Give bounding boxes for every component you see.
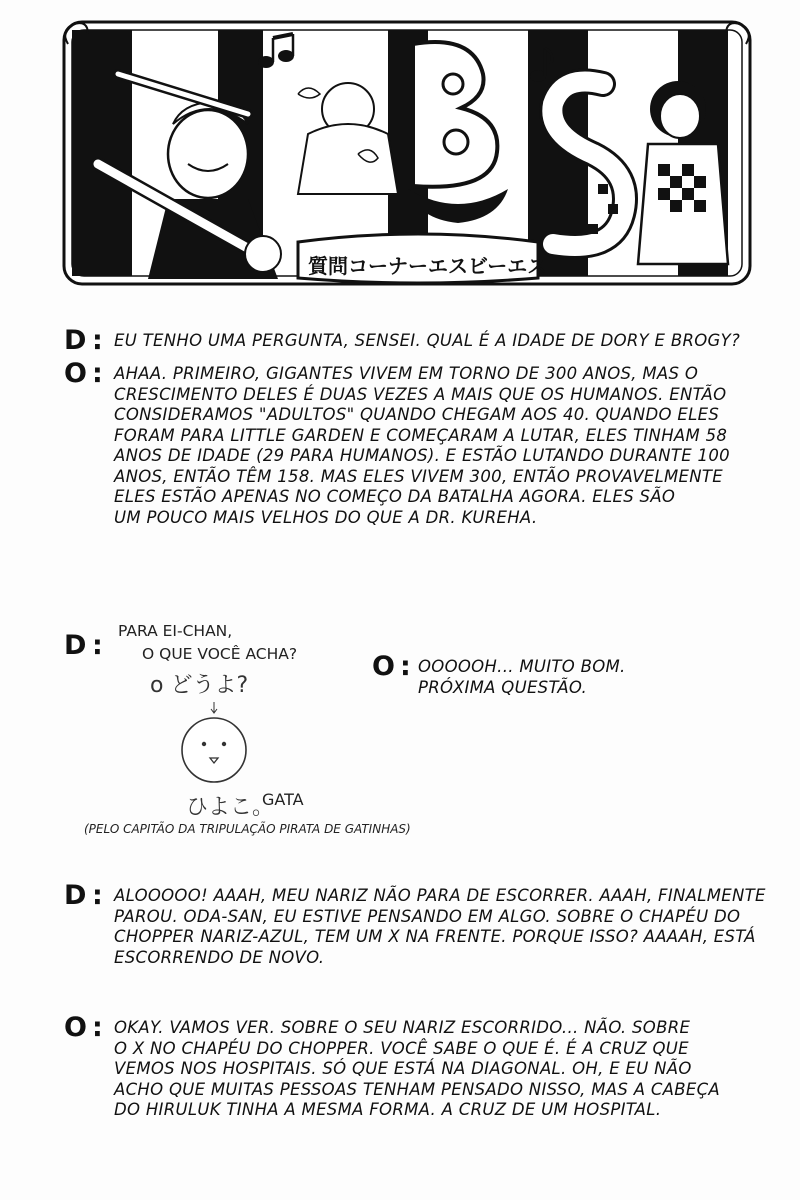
answer-text: OOOOOH... MUITO BOM. PRÓXIMA QUESTÃO. (418, 657, 626, 697)
question-colon: : (92, 630, 103, 661)
answer-colon: : (92, 358, 103, 389)
question-colon: : (92, 325, 103, 356)
answer-label: O (64, 358, 87, 389)
question-text: ALOOOOO! AAAH, MEU NARIZ NÃO PARA DE ESCORRER. AAAH, FINALMENTE PAROU. ODA-SAN, EU ESTIVE PENSANDO EM ALGO. SOBRE O CHAPÉU DO CHOPPER NARIZ-AZUL, TEM UM X NA FRENTE. PORQUE ISSO? AAAAH, ESTÁ ESCORRENDO DE NOVO. (114, 886, 766, 967)
question-label: D (64, 325, 87, 356)
question-text: EU TENHO UMA PERGUNTA, SENSEI. QUAL É A IDADE DE DORY E BROGY? (114, 331, 741, 350)
answer-text: AHAA. PRIMEIRO, GIGANTES VIVEM EM TORNO DE 300 ANOS, MAS O CRESCIMENTO DELES É DUAS VEZES A MAIS QUE OS HUMANOS. ENTÃO CONSIDERAMOS "ADULTOS" QUANDO CHEGAM AOS 40. QUANDO ELES FORAM PARA LITTLE GARDEN E COMEÇARAM A LUTAR, ELES TINHAM 58 ANOS DE IDADE (29 PARA HUMANOS). E ESTÃO LUTANDO DURANTE 100 ANOS, ENTÃO TÊM 158. MAS ELES VIVEM 300, ENTÃO PROVAVELMENTE ELES ESTÃO APENAS NO COMEÇO DA BATALHA AGORA. ELES SÃO UM POUCO MAIS VELHOS DO QUE A DR. KUREHA. (114, 364, 730, 527)
sbs-banner-title: 質問コーナーエスビーエス (308, 254, 548, 278)
question-text-line-2: O QUE VOCÊ ACHA? (142, 645, 298, 663)
reader-drawing-jp-top: o どうよ? (150, 673, 249, 698)
question-colon: : (92, 880, 103, 911)
question-label: D (64, 880, 87, 911)
answer-colon: : (400, 651, 411, 682)
answer-label: O (372, 651, 395, 682)
answer-colon: : (92, 1012, 103, 1043)
answer-text: OKAY. VAMOS VER. SOBRE O SEU NARIZ ESCORRIDO... NÃO. SOBRE O X NO CHAPÉU DO CHOPPER. VOCÊ SABE O QUE É. É A CRUZ QUE VEMOS NOS HOSPITAIS. SÓ QUE ESTÁ NA DIAGONAL. OH, E EU NÃO ACHO QUE MUITAS PESSOAS TENHAM PENSADO NISSO, MAS A CABEÇA DO HIRULUK TINHA A MESMA FORMA. A CRUZ DE UM HOSPITAL. (114, 1018, 721, 1119)
reader-drawing-caption: GATA (262, 790, 304, 809)
question-text-line-1: PARA EI-CHAN, (118, 622, 233, 640)
reader-credit: (PELO CAPITÃO DA TRIPULAÇÃO PIRATA DE GATINHAS) (84, 822, 411, 836)
reader-drawing-jp-bottom: ひよこ。 (186, 795, 275, 820)
question-label: D (64, 630, 87, 661)
answer-label: O (64, 1012, 87, 1043)
